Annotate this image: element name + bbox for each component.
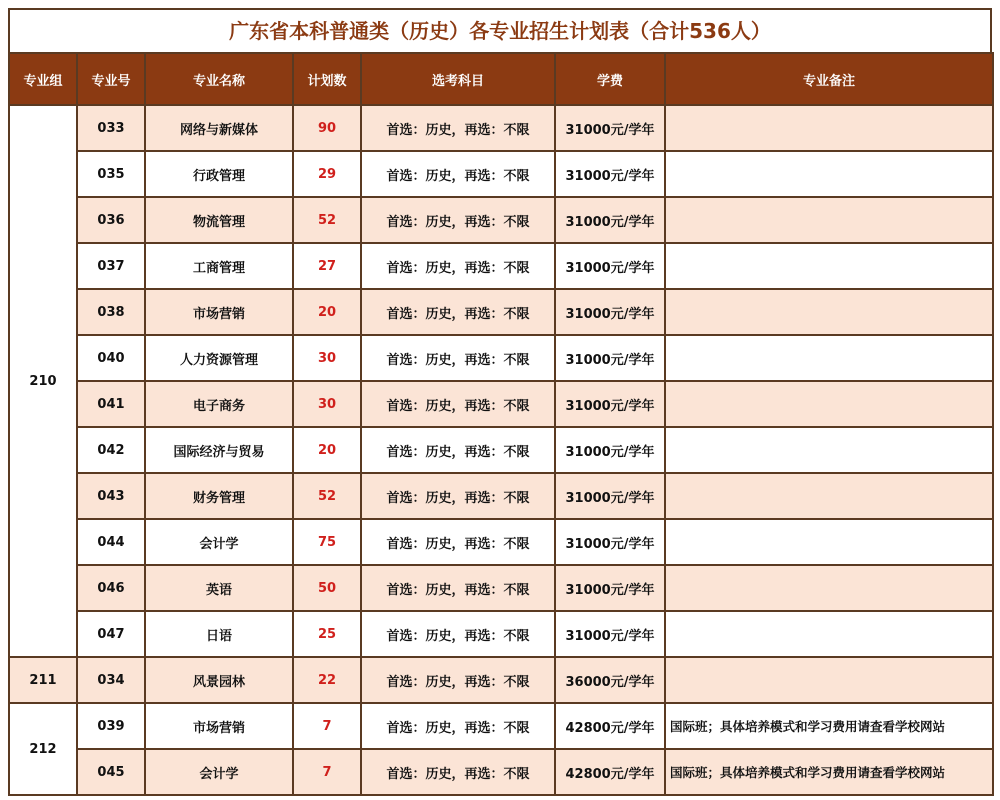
note-cell — [665, 243, 993, 289]
note-cell — [665, 151, 993, 197]
major-code-cell: 044 — [77, 519, 145, 565]
major-name-cell: 工商管理 — [145, 243, 293, 289]
plan-count-cell: 29 — [293, 151, 361, 197]
table-row — [9, 519, 993, 565]
major-name-cell: 英语 — [145, 565, 293, 611]
subjects-cell: 首选：历史，再选：不限 — [361, 335, 555, 381]
enrollment-plan-table — [8, 52, 994, 796]
note-cell — [665, 657, 993, 703]
major-code-cell: 037 — [77, 243, 145, 289]
note-cell — [665, 335, 993, 381]
subjects-cell: 首选：历史，再选：不限 — [361, 749, 555, 795]
major-code-cell: 043 — [77, 473, 145, 519]
major-code-cell: 040 — [77, 335, 145, 381]
subjects-cell: 首选：历史，再选：不限 — [361, 105, 555, 151]
major-name-cell: 财务管理 — [145, 473, 293, 519]
tuition-cell: 31000元/学年 — [555, 197, 665, 243]
major-code-cell: 036 — [77, 197, 145, 243]
note-cell — [665, 197, 993, 243]
page-title: 广东省本科普通类（历史）各专业招生计划表（合计536人） — [8, 8, 992, 52]
major-name-cell: 电子商务 — [145, 381, 293, 427]
tuition-cell: 42800元/学年 — [555, 703, 665, 749]
header-fee: 学费 — [555, 53, 665, 105]
table-row — [9, 703, 993, 749]
note-cell — [665, 565, 993, 611]
table-body — [9, 105, 993, 795]
plan-count-cell: 27 — [293, 243, 361, 289]
major-code-cell: 041 — [77, 381, 145, 427]
plan-count-cell: 75 — [293, 519, 361, 565]
major-name-cell: 国际经济与贸易 — [145, 427, 293, 473]
major-code-cell: 034 — [77, 657, 145, 703]
major-code-cell: 042 — [77, 427, 145, 473]
table-row — [9, 243, 993, 289]
tuition-cell: 42800元/学年 — [555, 749, 665, 795]
major-code-cell: 047 — [77, 611, 145, 657]
major-name-cell: 风景园林 — [145, 657, 293, 703]
major-code-cell: 038 — [77, 289, 145, 335]
tuition-cell: 31000元/学年 — [555, 335, 665, 381]
note-cell: 国际班；具体培养模式和学习费用请查看学校网站 — [665, 749, 993, 795]
plan-count-cell: 7 — [293, 703, 361, 749]
subjects-cell: 首选：历史，再选：不限 — [361, 381, 555, 427]
header-subjects: 选考科目 — [361, 53, 555, 105]
plan-count-cell: 25 — [293, 611, 361, 657]
tuition-cell: 31000元/学年 — [555, 611, 665, 657]
plan-count-cell: 20 — [293, 427, 361, 473]
table-row — [9, 611, 993, 657]
tuition-cell: 31000元/学年 — [555, 381, 665, 427]
major-name-cell: 会计学 — [145, 749, 293, 795]
table-row — [9, 289, 993, 335]
tuition-cell: 31000元/学年 — [555, 151, 665, 197]
plan-count-cell: 30 — [293, 335, 361, 381]
plan-sheet — [8, 8, 992, 796]
subjects-cell: 首选：历史，再选：不限 — [361, 657, 555, 703]
table-row — [9, 197, 993, 243]
subjects-cell: 首选：历史，再选：不限 — [361, 427, 555, 473]
tuition-cell: 31000元/学年 — [555, 427, 665, 473]
note-cell — [665, 427, 993, 473]
note-cell: 国际班；具体培养模式和学习费用请查看学校网站 — [665, 703, 993, 749]
subjects-cell: 首选：历史，再选：不限 — [361, 611, 555, 657]
subjects-cell: 首选：历史，再选：不限 — [361, 151, 555, 197]
group-cell: 210 — [9, 105, 77, 657]
major-name-cell: 会计学 — [145, 519, 293, 565]
tuition-cell: 31000元/学年 — [555, 519, 665, 565]
tuition-cell: 31000元/学年 — [555, 565, 665, 611]
header-plan: 计划数 — [293, 53, 361, 105]
subjects-cell: 首选：历史，再选：不限 — [361, 519, 555, 565]
table-row — [9, 151, 993, 197]
note-cell — [665, 381, 993, 427]
header-name: 专业名称 — [145, 53, 293, 105]
plan-count-cell: 30 — [293, 381, 361, 427]
plan-count-cell: 22 — [293, 657, 361, 703]
header-note: 专业备注 — [665, 53, 993, 105]
tuition-cell: 31000元/学年 — [555, 289, 665, 335]
note-cell — [665, 611, 993, 657]
plan-count-cell: 52 — [293, 473, 361, 519]
major-code-cell: 035 — [77, 151, 145, 197]
major-name-cell: 行政管理 — [145, 151, 293, 197]
major-name-cell: 物流管理 — [145, 197, 293, 243]
note-cell — [665, 473, 993, 519]
subjects-cell: 首选：历史，再选：不限 — [361, 703, 555, 749]
major-code-cell: 046 — [77, 565, 145, 611]
subjects-cell: 首选：历史，再选：不限 — [361, 473, 555, 519]
plan-count-cell: 90 — [293, 105, 361, 151]
table-row — [9, 381, 993, 427]
subjects-cell: 首选：历史，再选：不限 — [361, 197, 555, 243]
subjects-cell: 首选：历史，再选：不限 — [361, 289, 555, 335]
major-name-cell: 网络与新媒体 — [145, 105, 293, 151]
major-code-cell: 039 — [77, 703, 145, 749]
major-name-cell: 日语 — [145, 611, 293, 657]
plan-count-cell: 7 — [293, 749, 361, 795]
header-group: 专业组 — [9, 53, 77, 105]
group-cell: 211 — [9, 657, 77, 703]
tuition-cell: 31000元/学年 — [555, 473, 665, 519]
major-code-cell: 045 — [77, 749, 145, 795]
header-code: 专业号 — [77, 53, 145, 105]
note-cell — [665, 519, 993, 565]
major-name-cell: 市场营销 — [145, 289, 293, 335]
table-row — [9, 335, 993, 381]
plan-count-cell: 52 — [293, 197, 361, 243]
table-row — [9, 749, 993, 795]
tuition-cell: 31000元/学年 — [555, 243, 665, 289]
tuition-cell: 31000元/学年 — [555, 105, 665, 151]
table-row — [9, 657, 993, 703]
table-row — [9, 427, 993, 473]
subjects-cell: 首选：历史，再选：不限 — [361, 243, 555, 289]
major-name-cell: 市场营销 — [145, 703, 293, 749]
subjects-cell: 首选：历史，再选：不限 — [361, 565, 555, 611]
group-cell: 212 — [9, 703, 77, 795]
major-code-cell: 033 — [77, 105, 145, 151]
note-cell — [665, 105, 993, 151]
table-row — [9, 473, 993, 519]
plan-count-cell: 50 — [293, 565, 361, 611]
tuition-cell: 36000元/学年 — [555, 657, 665, 703]
table-row — [9, 105, 993, 151]
major-name-cell: 人力资源管理 — [145, 335, 293, 381]
plan-count-cell: 20 — [293, 289, 361, 335]
note-cell — [665, 289, 993, 335]
table-row — [9, 565, 993, 611]
table-header-row — [9, 53, 993, 105]
